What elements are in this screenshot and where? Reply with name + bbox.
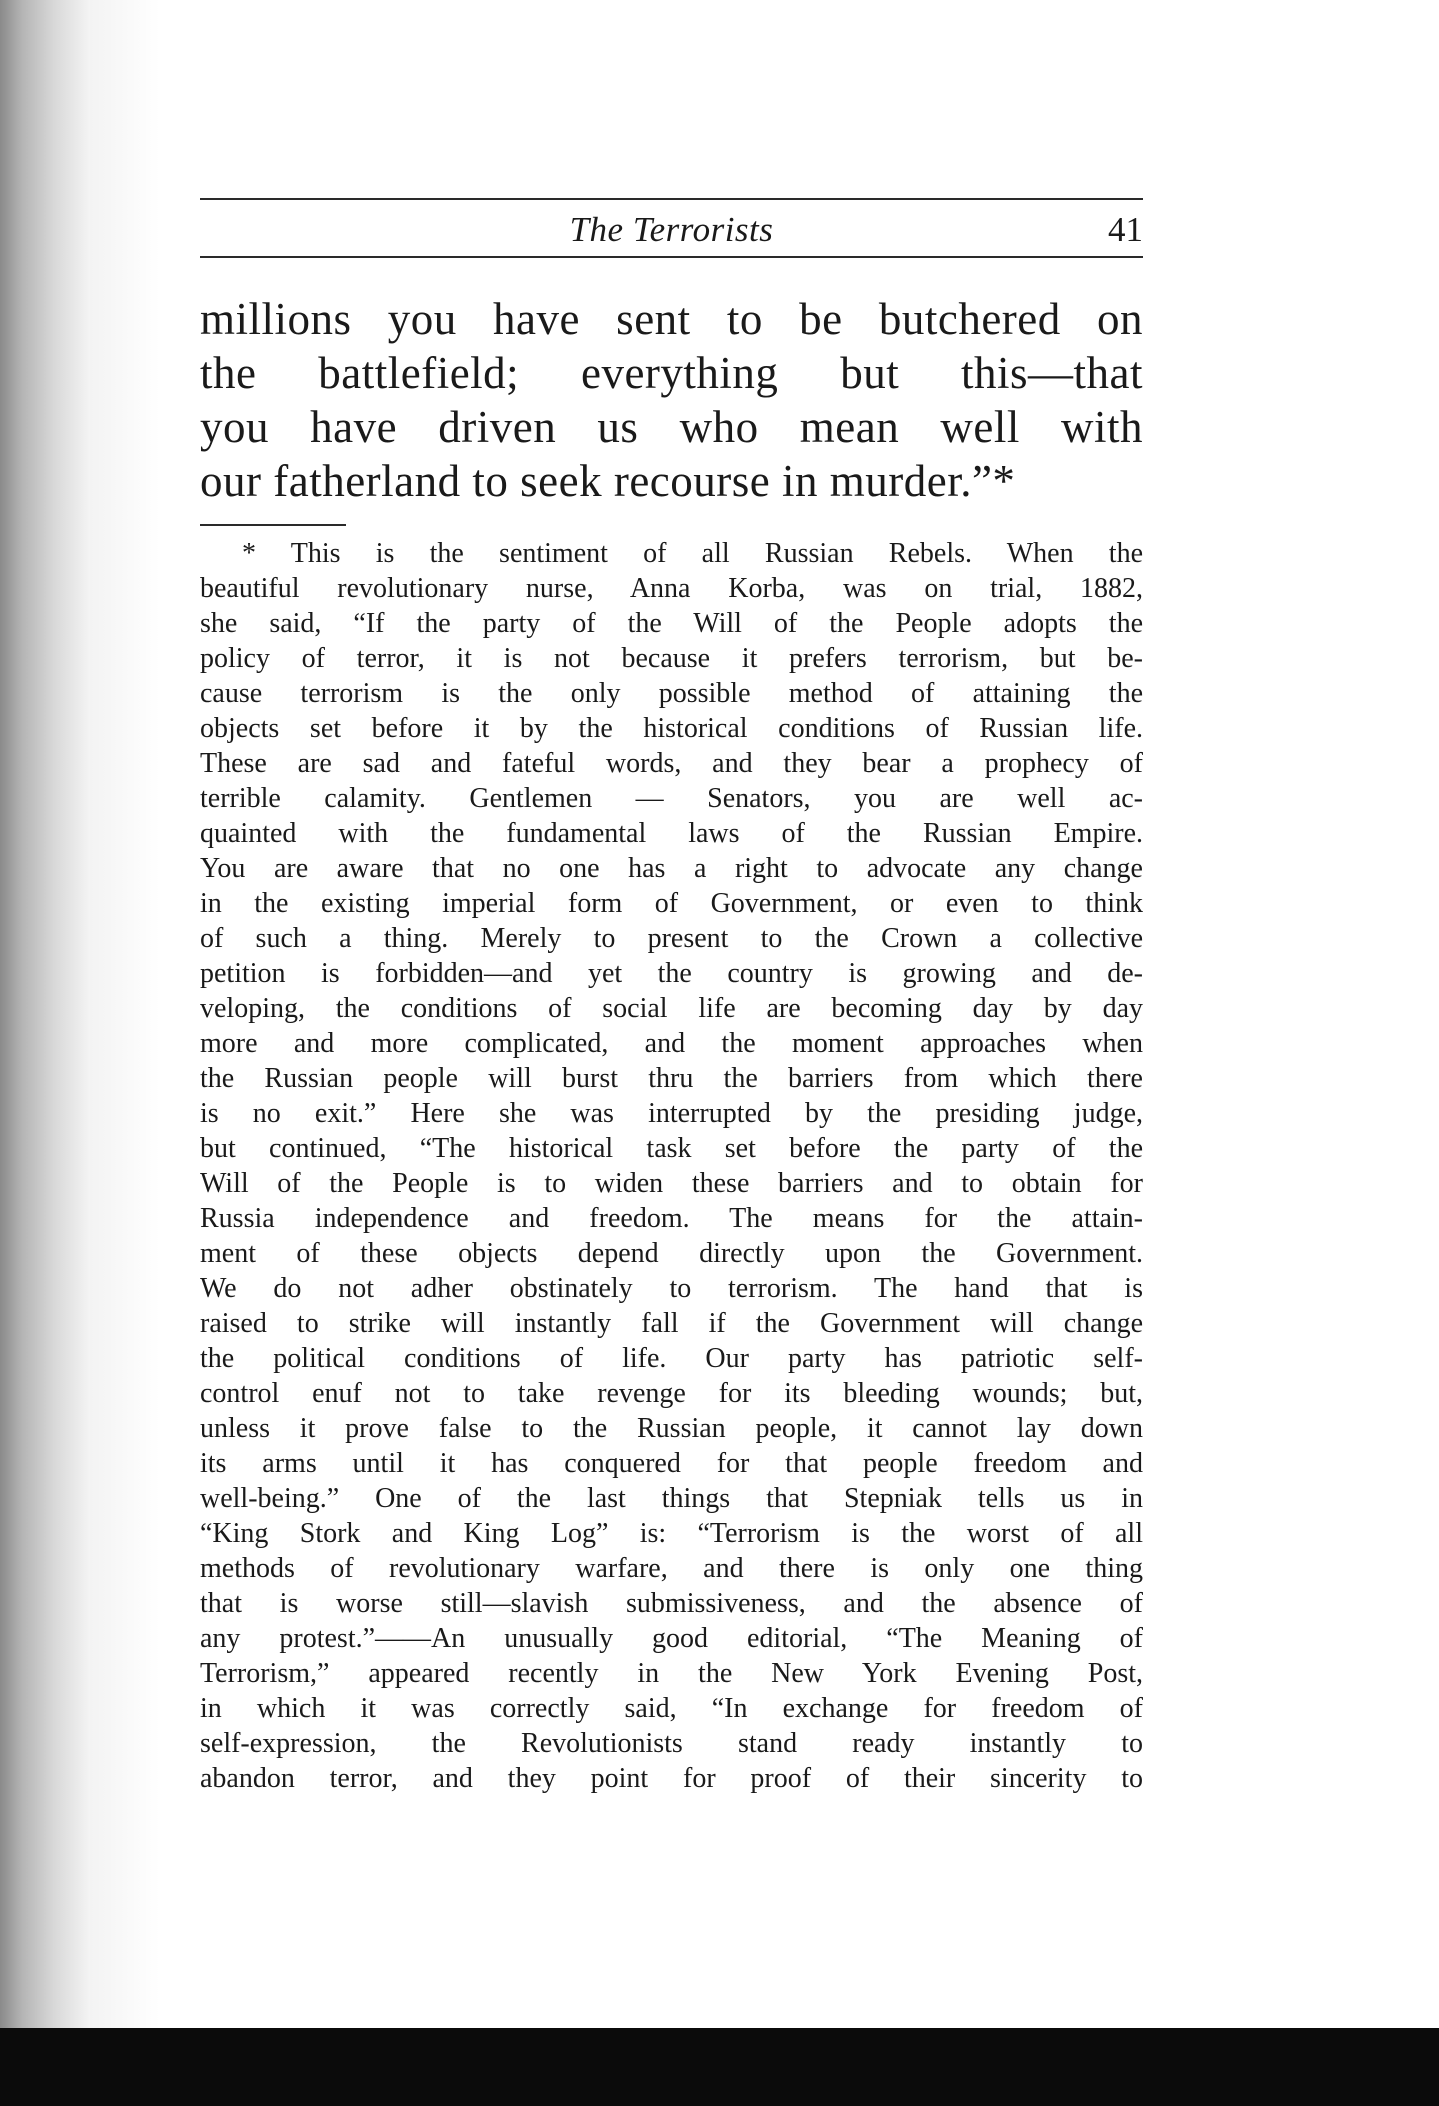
footnote	[200, 536, 1143, 1796]
footnote-line: “King Stork and King Log” is: “Terrorism is the worst of all	[200, 1518, 1143, 1549]
main-text-line: you have driven us who mean well with	[200, 402, 1143, 452]
footnote-line: in which it was correctly said, “In exchange for freedom of	[200, 1693, 1143, 1724]
footnote-line: the Russian people will burst thru the barriers from which there	[200, 1063, 1143, 1094]
footnote-line: You are aware that no one has a right to advocate any change	[200, 853, 1143, 884]
footnote-line: We do not adher obstinately to terrorism. The hand that is	[200, 1273, 1143, 1304]
binding-gutter-fade	[90, 0, 160, 2106]
binding-gutter-shadow	[0, 0, 90, 2106]
footnote-line: Russia independence and freedom. The means for the attain-	[200, 1203, 1143, 1234]
footnote-rule	[200, 524, 346, 526]
footnote-line: veloping, the conditions of social life are becoming day by day	[200, 993, 1143, 1024]
footnote-line: ment of these objects depend directly upon the Government.	[200, 1238, 1143, 1269]
main-text	[200, 292, 1143, 508]
footnote-line: abandon terror, and they point for proof of their sincerity to	[200, 1763, 1143, 1794]
footnote-line: terrible calamity. Gentlemen — Senators, you are well ac-	[200, 783, 1143, 814]
footnote-line: quainted with the fundamental laws of the Russian Empire.	[200, 818, 1143, 849]
footnote-line: policy of terror, it is not because it prefers terrorism, but be-	[200, 643, 1143, 674]
footnote-line: its arms until it has conquered for that people freedom and	[200, 1448, 1143, 1479]
footnote-line: raised to strike will instantly fall if the Government will change	[200, 1308, 1143, 1339]
scan-bottom-edge	[0, 2028, 1439, 2106]
footnote-line: self-expression, the Revolutionists stand ready instantly to	[200, 1728, 1143, 1759]
footnote-line: unless it prove false to the Russian people, it cannot lay down	[200, 1413, 1143, 1444]
footnote-line: but continued, “The historical task set before the party of the	[200, 1133, 1143, 1164]
main-text-line: the battlefield; everything but this—that	[200, 348, 1143, 398]
footnote-line: cause terrorism is the only possible method of attaining the	[200, 678, 1143, 709]
footnote-line: These are sad and fateful words, and they bear a prophecy of	[200, 748, 1143, 779]
running-header	[200, 200, 1143, 256]
footnote-line: more and more complicated, and the moment approaches when	[200, 1028, 1143, 1059]
page-number: 41	[1108, 210, 1143, 249]
footnote-line: objects set before it by the historical conditions of Russian life.	[200, 713, 1143, 744]
running-title: The Terrorists	[569, 210, 774, 249]
book-page	[200, 198, 1143, 1796]
footnote-line: Terrorism,” appeared recently in the New York Evening Post,	[200, 1658, 1143, 1689]
footnote-line: is no exit.” Here she was interrupted by the presiding judge,	[200, 1098, 1143, 1129]
main-text-line: millions you have sent to be butchered on	[200, 294, 1143, 344]
footnote-line: in the existing imperial form of Government, or even to think	[200, 888, 1143, 919]
footnote-line: that is worse still—slavish submissiveness, and the absence of	[200, 1588, 1143, 1619]
footnote-line: control enuf not to take revenge for its bleeding wounds; but,	[200, 1378, 1143, 1409]
footnote-line: well-being.” One of the last things that Stepniak tells us in	[200, 1483, 1143, 1514]
footnote-line: Will of the People is to widen these barriers and to obtain for	[200, 1168, 1143, 1199]
footnote-line: beautiful revolutionary nurse, Anna Korba, was on trial, 1882,	[200, 573, 1143, 604]
footnote-line: * This is the sentiment of all Russian Rebels. When the	[242, 538, 1143, 569]
footnote-line: of such a thing. Merely to present to the Crown a collective	[200, 923, 1143, 954]
main-text-line: our fatherland to seek recourse in murder.”*	[200, 456, 1016, 506]
footnote-line: any protest.”——An unusually good editorial, “The Meaning of	[200, 1623, 1143, 1654]
footnote-line: the political conditions of life. Our party has patriotic self-	[200, 1343, 1143, 1374]
footnote-line: methods of revolutionary warfare, and there is only one thing	[200, 1553, 1143, 1584]
header-bottom-rule	[200, 256, 1143, 258]
footnote-line: petition is forbidden—and yet the country is growing and de-	[200, 958, 1143, 989]
footnote-line: she said, “If the party of the Will of the People adopts the	[200, 608, 1143, 639]
